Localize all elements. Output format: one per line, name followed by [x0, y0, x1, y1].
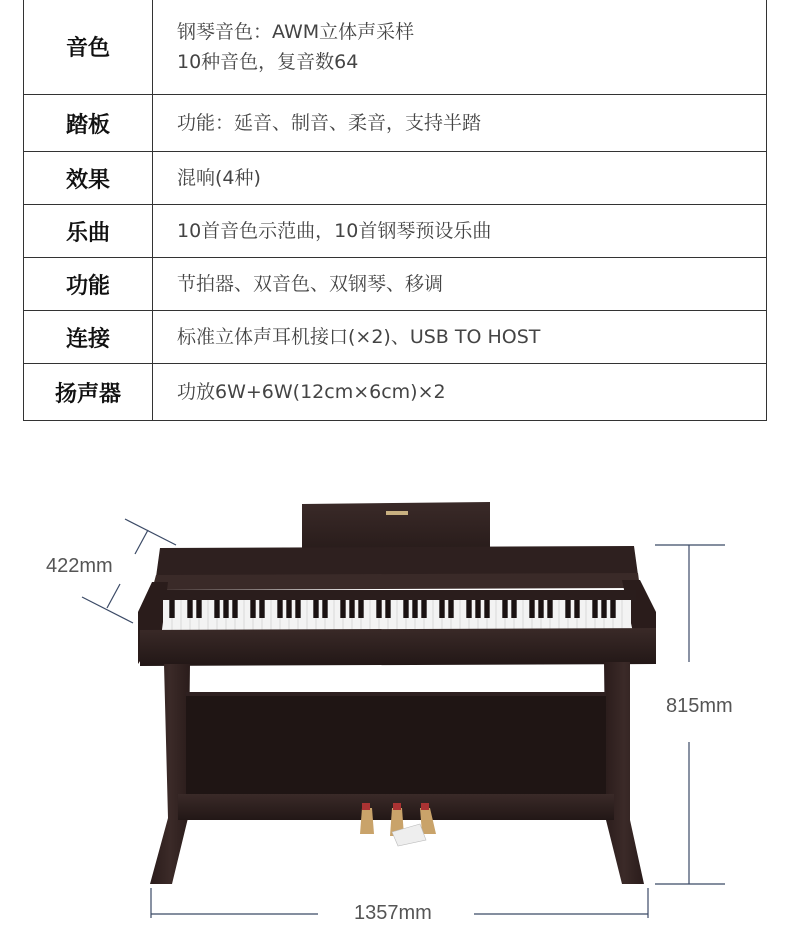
spec-value: 功放6W+6W(12cm×6cm)×2 — [153, 364, 767, 421]
black-key — [448, 600, 453, 618]
black-key — [502, 600, 507, 618]
black-key — [286, 600, 291, 618]
black-key — [223, 600, 228, 618]
black-key — [565, 600, 570, 618]
black-key — [421, 600, 426, 618]
spec-key: 乐曲 — [24, 205, 153, 258]
black-key — [196, 600, 201, 618]
black-key — [547, 600, 552, 618]
spec-value: 功能：延音、制音、柔音，支持半踏 — [153, 95, 767, 152]
spec-key: 音色 — [24, 0, 153, 95]
black-key — [412, 600, 417, 618]
black-key — [466, 600, 471, 618]
spec-key: 功能 — [24, 258, 153, 311]
black-key — [475, 600, 480, 618]
black-key — [439, 600, 444, 618]
black-key — [187, 600, 192, 618]
black-key — [259, 600, 264, 618]
black-key — [511, 600, 516, 618]
black-key — [592, 600, 597, 618]
black-key — [529, 600, 534, 618]
spec-key: 踏板 — [24, 95, 153, 152]
spec-key: 连接 — [24, 311, 153, 364]
black-key — [610, 600, 615, 618]
keyboard-front — [140, 628, 656, 666]
black-key — [538, 600, 543, 618]
black-key — [376, 600, 381, 618]
black-key — [169, 600, 174, 618]
black-key — [484, 600, 489, 618]
black-key — [232, 600, 237, 618]
black-key — [214, 600, 219, 618]
spec-value-line: 10种音色，复音数64 — [177, 50, 359, 73]
black-key — [574, 600, 579, 618]
spec-value-line: 钢琴音色：AWM立体声采样 — [177, 20, 415, 43]
black-key — [403, 600, 408, 618]
width-label: 1357mm — [354, 902, 432, 924]
black-key — [358, 600, 363, 618]
black-key — [277, 600, 282, 618]
black-key — [601, 600, 606, 618]
spec-value: 标准立体声耳机接口(×2)、USB TO HOST — [153, 311, 767, 364]
black-key — [349, 600, 354, 618]
height-label: 815mm — [666, 695, 733, 717]
black-key — [250, 600, 255, 618]
spec-value: 混响(4种) — [153, 152, 767, 205]
piano-lid — [156, 546, 638, 577]
spec-value: 10首音色示范曲，10首钢琴预设乐曲 — [153, 205, 767, 258]
black-key — [313, 600, 318, 618]
brand-logo-mark — [386, 511, 408, 515]
spec-value: 节拍器、双音色、双钢琴、移调 — [153, 258, 767, 311]
black-key — [385, 600, 390, 618]
black-key — [322, 600, 327, 618]
depth-label: 422mm — [46, 555, 113, 577]
spec-key: 效果 — [24, 152, 153, 205]
right-leg — [604, 662, 644, 884]
black-key — [340, 600, 345, 618]
pedals — [360, 803, 436, 846]
black-key — [295, 600, 300, 618]
spec-key: 扬声器 — [24, 364, 153, 421]
back-panel — [186, 692, 606, 794]
left-leg — [150, 664, 190, 884]
